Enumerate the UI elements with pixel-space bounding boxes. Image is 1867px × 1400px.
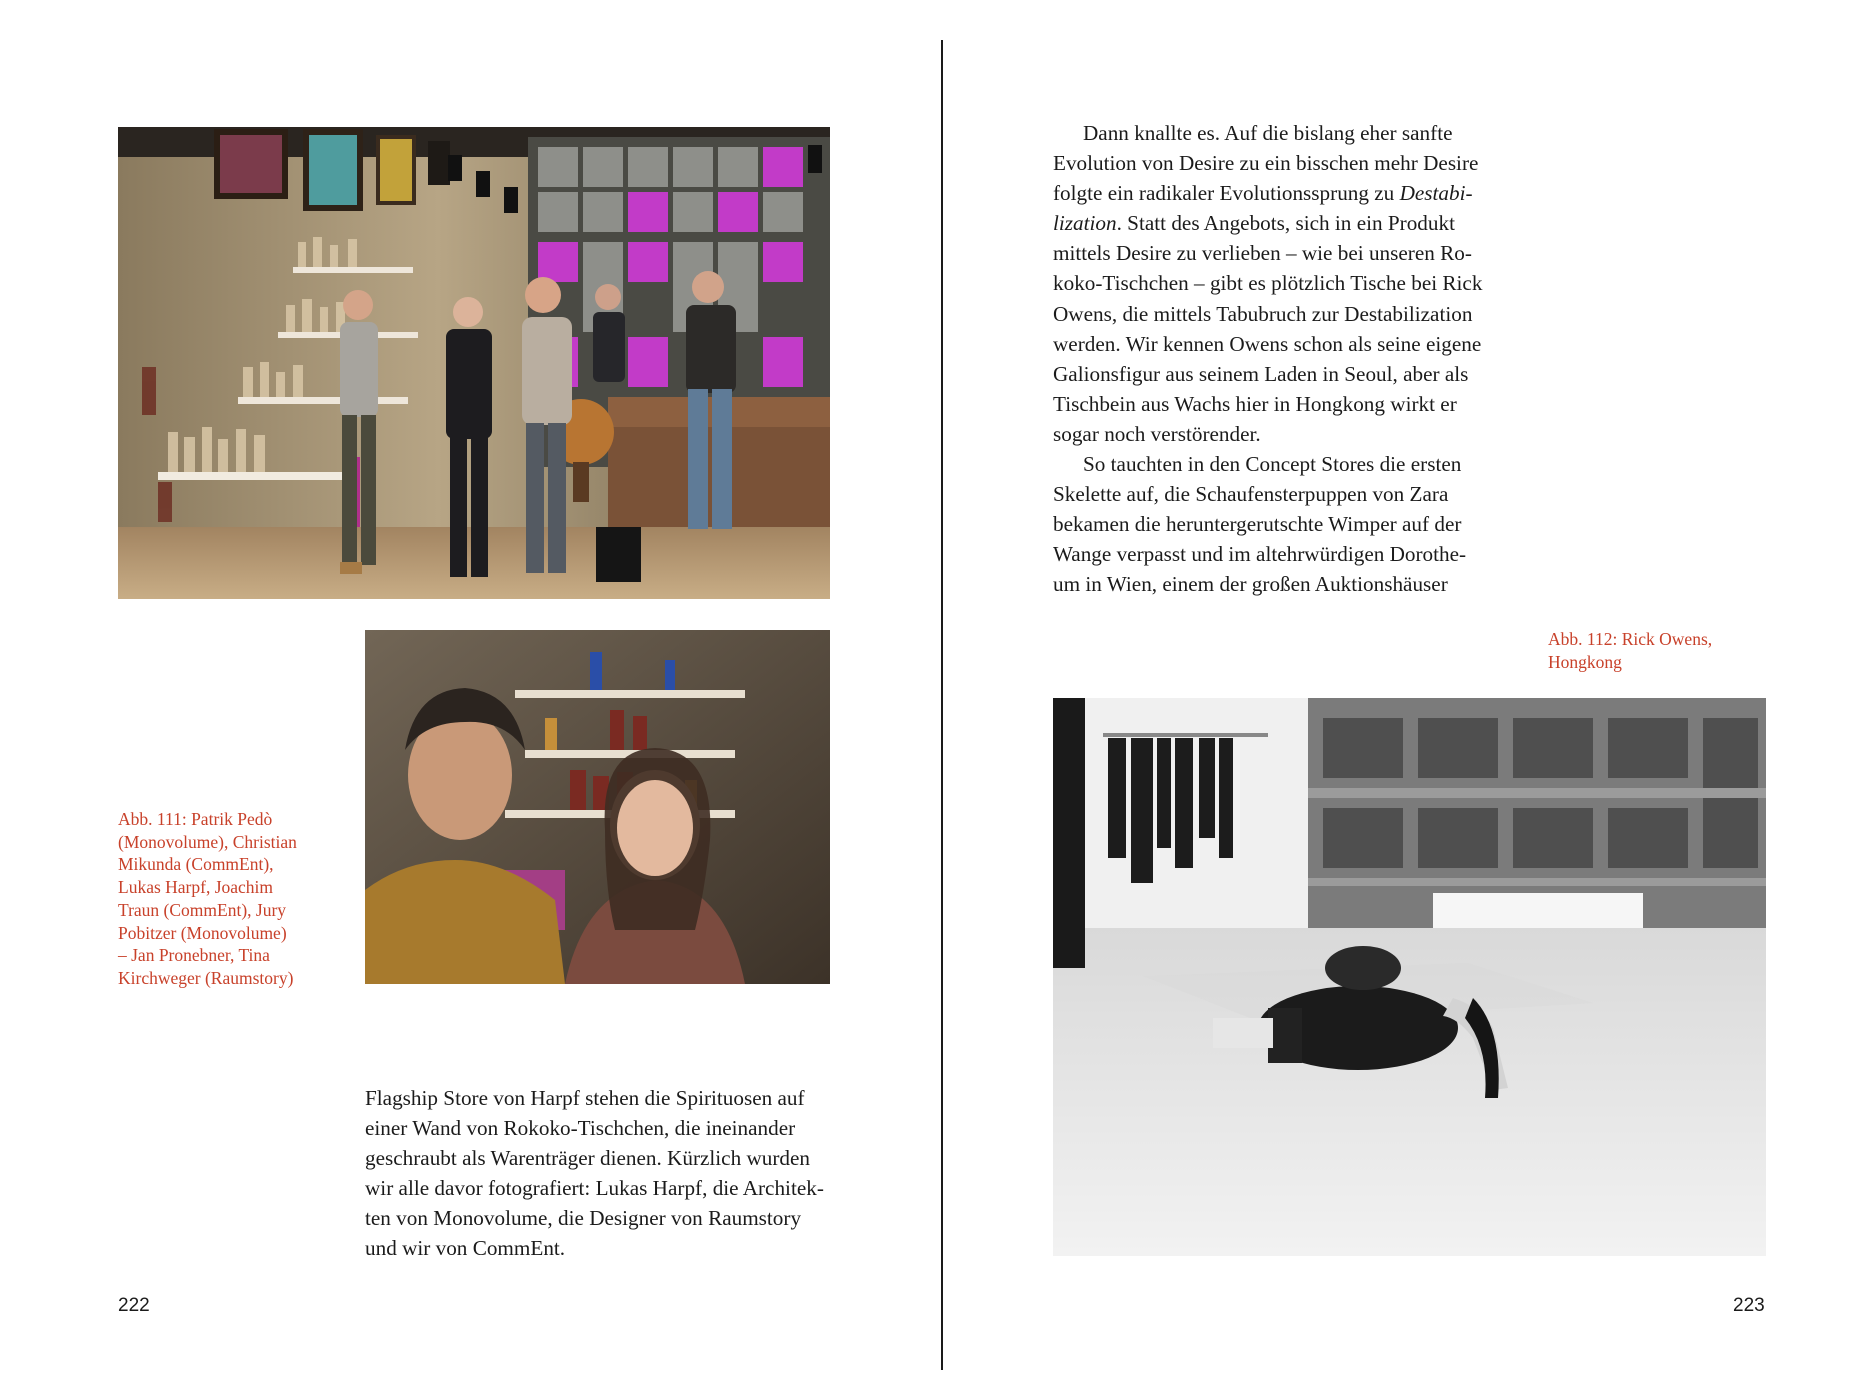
italic-term: Destabi-: [1399, 181, 1473, 206]
text-line: folgte ein radikaler Evolutionssprung zu Destabi-: [1053, 181, 1473, 206]
caption-line: Lukas Harpf, Joachim: [118, 877, 274, 898]
caption-line: Pobitzer (Monovolume): [118, 922, 287, 943]
caption-line: Abb. 112: Rick Owens,: [1548, 629, 1713, 649]
text-line: mittels Desire zu verlieben – wie bei unseren Ro-: [1053, 241, 1472, 266]
text-line: Galionsfigur aus seinem Laden in Seoul, aber als: [1053, 361, 1469, 386]
paragraph-2: [1053, 449, 1519, 599]
text-line: Skelette auf, die Schaufensterpuppen von Zara: [1053, 482, 1449, 507]
page-number-right: 223: [1733, 1295, 1765, 1316]
text-line: Owens, die mittels Tabubruch zur Destabilization: [1053, 301, 1473, 326]
paragraph-1: [1053, 118, 1519, 449]
page-number-left: 222: [118, 1295, 150, 1316]
book-spine-divider: [941, 40, 943, 1370]
text-line: einer Wand von Rokoko-Tischchen, die ineinander: [365, 1116, 796, 1141]
text-line: So tauchten in den Concept Stores die ersten: [1083, 452, 1462, 477]
text-line: ten von Monovolume, die Designer von Raumstory: [365, 1206, 802, 1231]
caption-line: (Monovolume), Christian: [118, 831, 297, 852]
caption-line: – Jan Pronebner, Tina: [118, 945, 270, 966]
caption-line: Abb. 111: Patrik Pedò: [118, 809, 273, 829]
text-line: geschraubt als Warenträger dienen. Kürzlich wurden: [365, 1146, 811, 1171]
text-line: werden. Wir kennen Owens schon als seine eigene: [1053, 331, 1482, 356]
text-line: koko-Tischchen – gibt es plötzlich Tische bei Rick: [1053, 271, 1483, 296]
caption-line: Mikunda (CommEnt),: [118, 854, 274, 875]
text-line: und wir von CommEnt.: [365, 1236, 566, 1261]
text-line: Evolution von Desire zu ein bisschen mehr Desire: [1053, 151, 1479, 176]
text-line: um in Wien, einem der großen Auktionshäuser: [1053, 572, 1448, 597]
selfie-photo-shop: [365, 630, 830, 984]
text-line: Flagship Store von Harpf stehen die Spirituosen auf: [365, 1086, 805, 1110]
text-line: Dann knallte es. Auf die bislang eher sanfte: [1083, 121, 1453, 145]
text-line: Wange verpasst und im altehrwürdigen Dorothe-: [1053, 542, 1467, 567]
group-photo-flagship-store: [118, 127, 830, 599]
left-page-body-text: [365, 1083, 835, 1264]
text-line: lization. Statt des Angebots, sich in ein Produkt: [1053, 211, 1455, 236]
caption-line: Kirchweger (Raumstory): [118, 967, 294, 988]
figure-111-caption: [118, 808, 338, 990]
caption-line: Traun (CommEnt), Jury: [118, 899, 287, 920]
right-page-body-text: [1053, 118, 1519, 600]
text-line: Tischbein aus Wachs hier in Hongkong wirkt er: [1053, 391, 1457, 416]
text-line: sogar noch verstörender.: [1053, 421, 1261, 446]
text-line: bekamen die heruntergerutschte Wimper auf der: [1053, 512, 1462, 537]
text-line: wir alle davor fotografiert: Lukas Harpf, die Architek-: [365, 1176, 824, 1201]
figure-112-caption: [1548, 628, 1768, 673]
rick-owens-store-photo: [1053, 698, 1766, 1256]
italic-term: lization: [1053, 211, 1117, 236]
caption-line: Hongkong: [1548, 651, 1622, 672]
